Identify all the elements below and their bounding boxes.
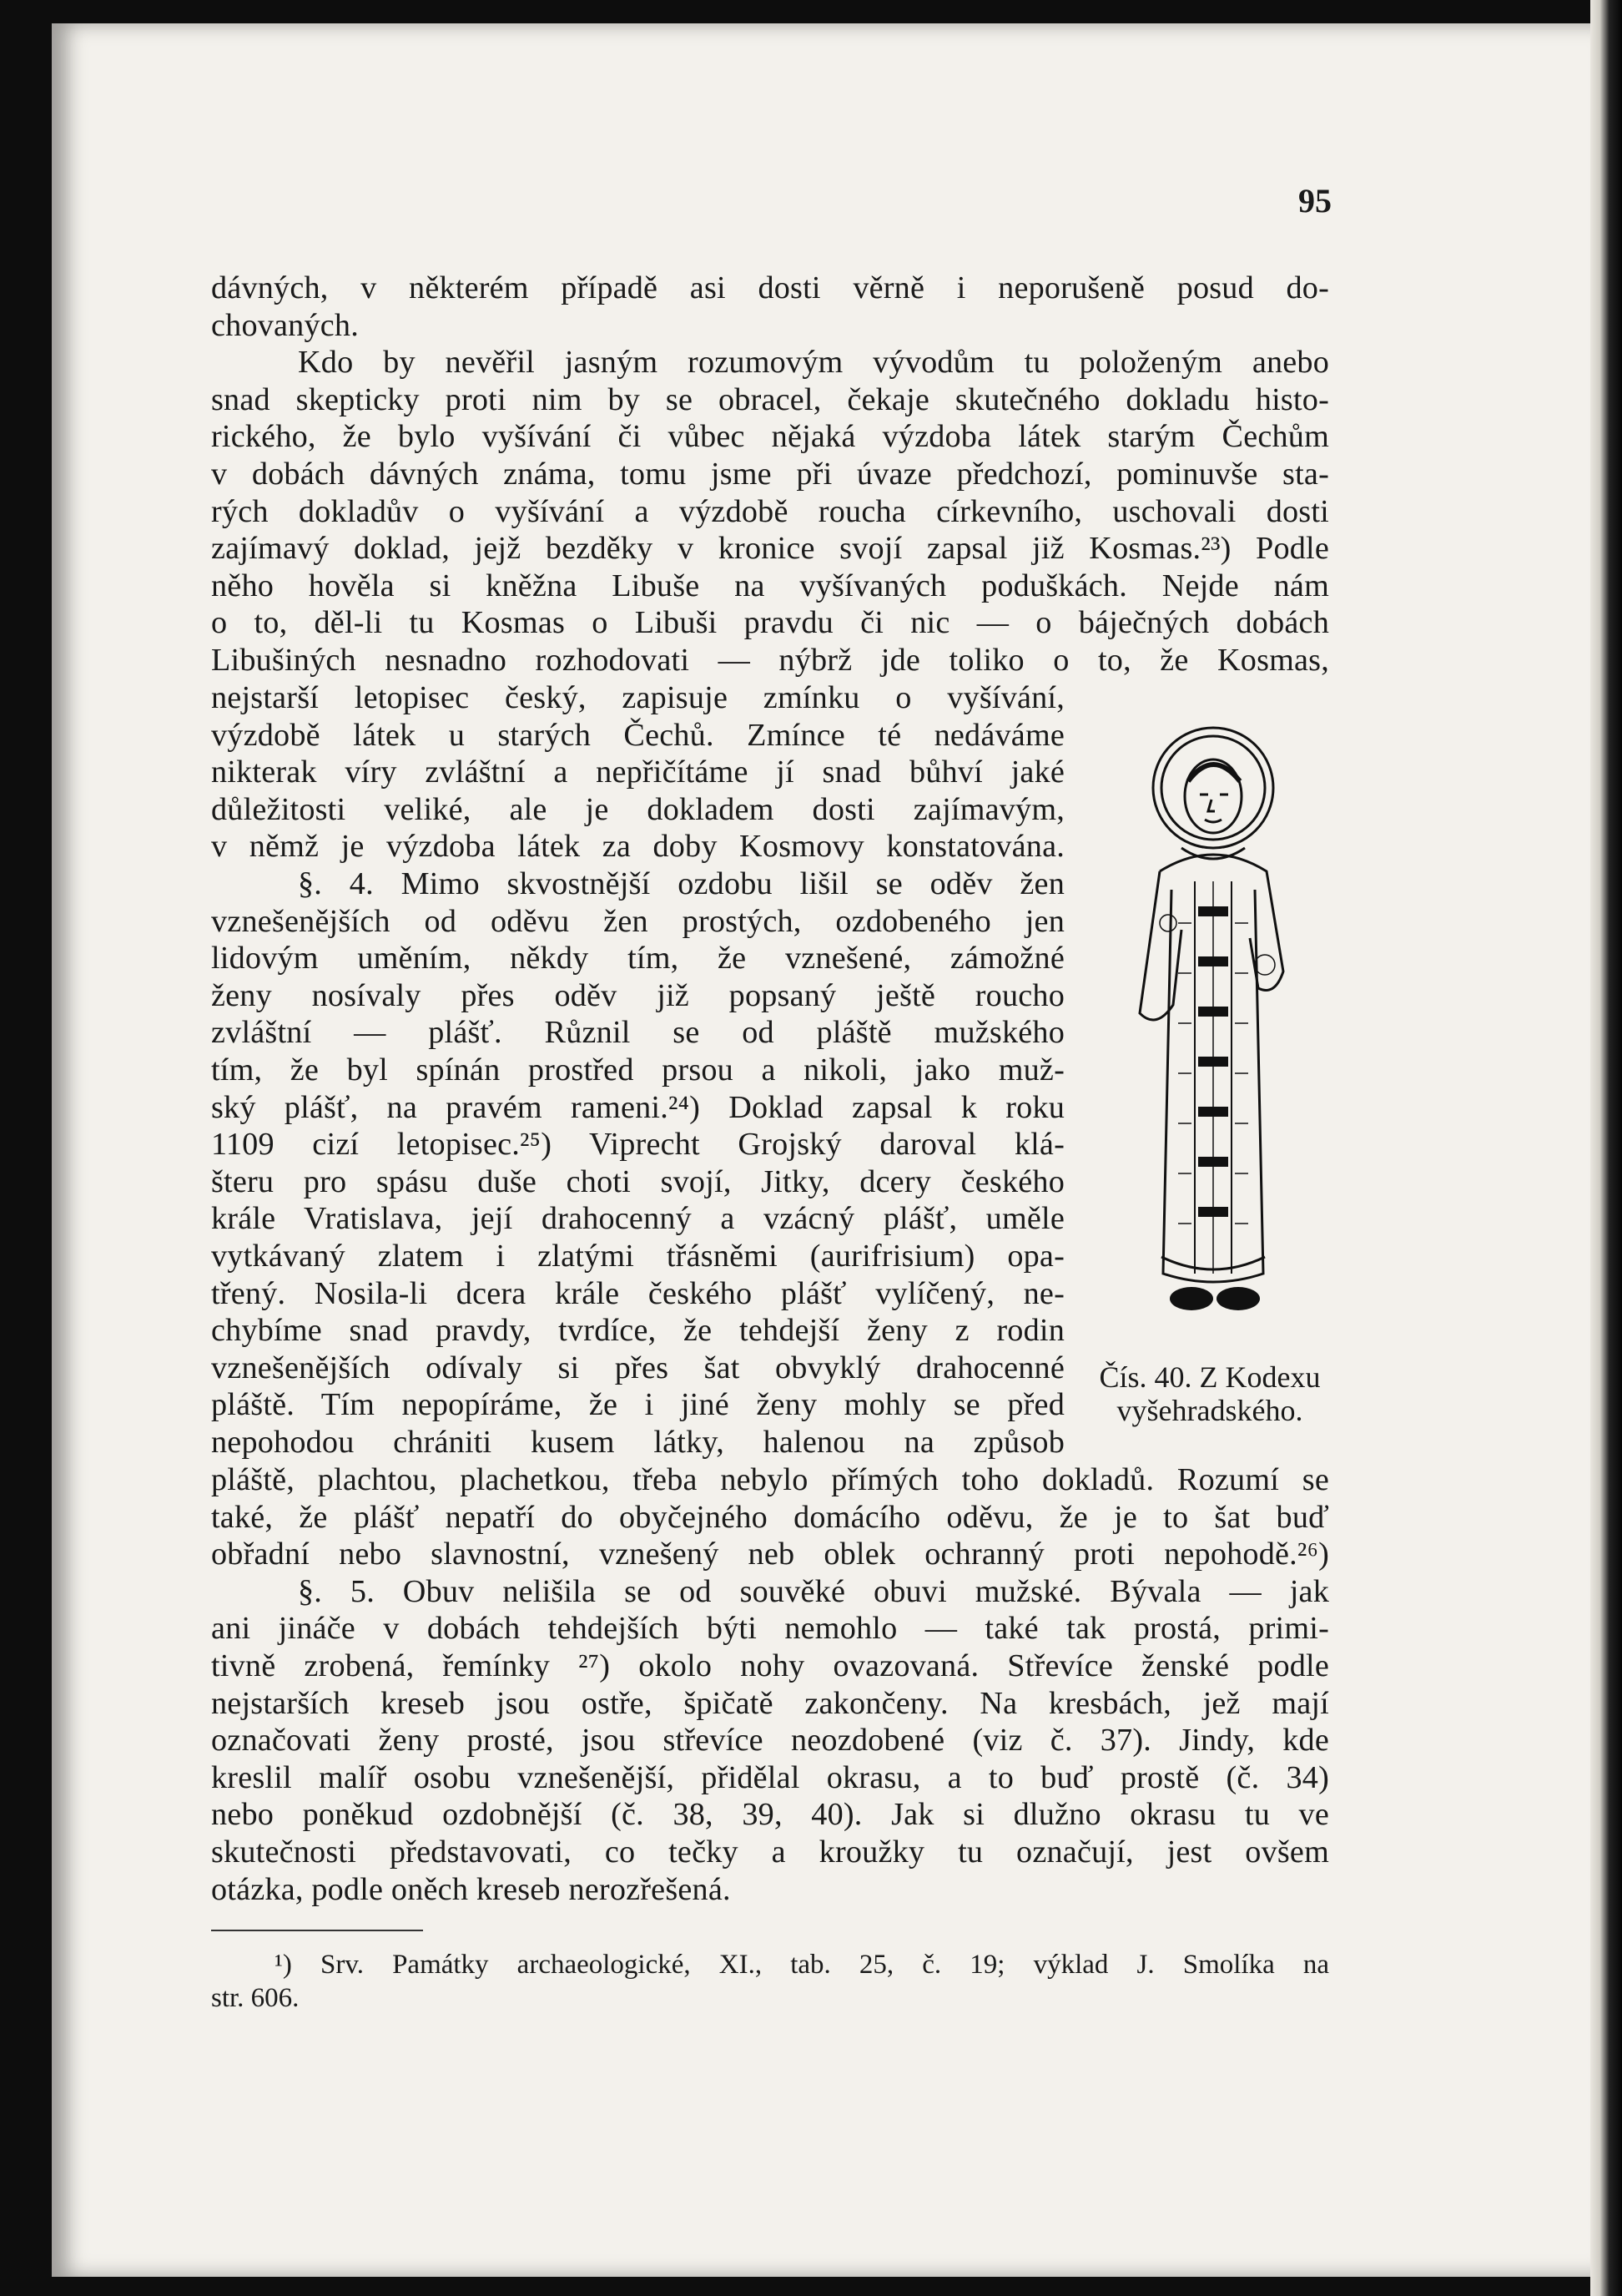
text-line: §. 4. Mimo skvostnější ozdobu lišil se oděv žen [298,865,1065,901]
text-line: pláště. Tím nepopíráme, že i jiné ženy mohly se před [211,1387,1065,1423]
text-line: pláště, plachtou, plachetkou, třeba nebylo přímých toho dokladů. Rozumí se [211,1462,1329,1497]
illustration-saint-figure [1101,723,1325,1324]
text-line: důležitosti veliké, ale je dokladem dosti zajímavým, [211,791,1065,827]
footnote-line: ¹) Srv. Památky archaeologické, XI., tab. 25, č. 19; výklad J. Smolíka na [275,1950,1329,1980]
text-block-bottom [211,1461,1329,1908]
text-line: nikterak víry zvláštní a nepřičítáme jí snad bůhví jaké [211,754,1065,790]
text-line: dávných, v některém případě asi dosti věrně i neporušeně posud do- [211,270,1329,305]
text-line: rých dokladův o vyšívání a výzdobě roucha církevního, uschovali dosti [211,493,1329,529]
page-number: 95 [1298,182,1332,220]
text-block-narrow [211,679,1065,1461]
text-line: nebo poněkud ozdobnější (č. 38, 39, 40). Jak si dlužno okrasu tu ve [211,1797,1329,1833]
footnote [211,1948,1329,2015]
text-line: nepohodou chrániti kusem látky, halenou na způsob [211,1424,1065,1460]
text-line: Libušiných nesnadno rozhodovati — nýbrž jde toliko o to, že Kosmas, [211,642,1329,678]
text-line: výzdobě látek u starých Čechů. Zmínce té nedáváme [211,717,1065,753]
text-line: v dobách dávných známa, tomu jsme při úvaze předchozí, pominuvše sta- [211,456,1329,492]
text-line: Kdo by nevěřil jasným rozumovým vývodům tu položeným anebo [298,345,1329,381]
text-line: obřadní nebo slavnostní, vznešený neb oblek ochranný proti nepohodě.²⁶) [211,1537,1329,1572]
text-line: zajímavý doklad, jejž bezděky v kronice svojí zapsal již Kosmas.²³) Podle [211,531,1329,567]
left-shoe-icon [1170,1287,1213,1310]
figure-caption [1070,1360,1350,1427]
text-line: otázka, podle oněch kreseb nerozřešená. [211,1871,731,1907]
text-line: chybíme snad pravdy, tvrdíce, že tehdejší ženy z rodin [211,1313,1065,1349]
text-line: lidovým uměním, někdy tím, že vznešené, zámožné [211,941,1065,976]
text-line: šteru pro spásu duše choti svojí, Jitky, dcery českého [211,1163,1065,1199]
text-line: třený. Nosila-li dcera krále českého plášť vylíčený, ne- [211,1275,1065,1311]
footnote-line: str. 606. [211,1983,300,2013]
text-line: 1109 cizí letopisec.²⁵) Viprecht Grojský daroval klá- [211,1127,1065,1163]
text-line: ženy nosívaly přes oděv již popsaný ještě roucho [211,977,1065,1013]
text-block-top [211,270,1329,679]
text-line: nejstarších kreseb jsou ostře, špičatě zakončeny. Na kresbách, jež mají [211,1685,1329,1721]
text-line: tivně zrobená, řemínky ²⁷) okolo nohy ovazovaná. Střevíce ženské podle [211,1648,1329,1683]
caption-line: Čís. 40. Z Kodexu [1099,1360,1321,1394]
page-edge-shadow [1590,0,1622,2296]
text-line: označovati ženy prosté, jsou střevíce neozdobené (viz č. 37). Jindy, kde [211,1723,1329,1759]
text-line: rického, že bylo vyšívání či vůbec nějaká výzdoba látek starým Čechům [211,419,1329,455]
text-line: zvláštní — plášť. Různil se od pláště mužského [211,1015,1065,1051]
text-line: krále Vratislava, její drahocenný a vzácný plášť, uměle [211,1201,1065,1237]
text-line: snad skepticky proti nim by se obracel, čekaje skutečného dokladu histo- [211,381,1329,417]
footnote-divider [211,1930,423,1931]
text-line: vytkávaný zlatem i zlatými třásněmi (aurifrisium) opa- [211,1238,1065,1274]
right-shoe-icon [1216,1287,1260,1310]
text-line: tím, že byl spínán prostřed prsou a nikoli, jako muž- [211,1052,1065,1087]
text-line: §. 5. Obuv nelišila se od souvěké obuvi mužské. Bývala — jak [298,1573,1329,1609]
text-line: kreslil malíř osobu vznešenější, přidělal okrasu, a to buď prostě (č. 34) [211,1759,1329,1795]
text-line: vznešenějších odívaly si přes šat obvyklý drahocenné [211,1350,1065,1385]
text-line: ani jináče v dobách tehdejších býti nemohlo — také tak prostá, primi- [211,1611,1329,1647]
text-line: něho hověla si kněžna Libuše na vyšívaných poduškách. Nejde nám [211,568,1329,603]
text-line: chovaných. [211,307,359,343]
text-line: také, že plášť nepatří do obyčejného domácího oděvu, že je to šat buď [211,1499,1329,1535]
text-line: v němž je výzdoba látek za doby Kosmovy konstatována. [211,829,1065,865]
text-line: nejstarší letopisec český, zapisuje zmínku o vyšívání, [211,680,1065,715]
text-line: ský plášť, na pravém rameni.²⁴) Doklad zapsal k roku [211,1089,1065,1125]
text-line: skutečnosti představovati, co tečky a kroužky tu označují, jest ovšem [211,1834,1329,1870]
text-line: vznešenějších od oděvu žen prostých, ozdobeného jen [211,903,1065,939]
caption-line: vyšehradského. [1116,1394,1303,1427]
text-line: o to, děl-li tu Kosmas o Libuši pravdu či nic — o báječných dobách [211,605,1329,641]
